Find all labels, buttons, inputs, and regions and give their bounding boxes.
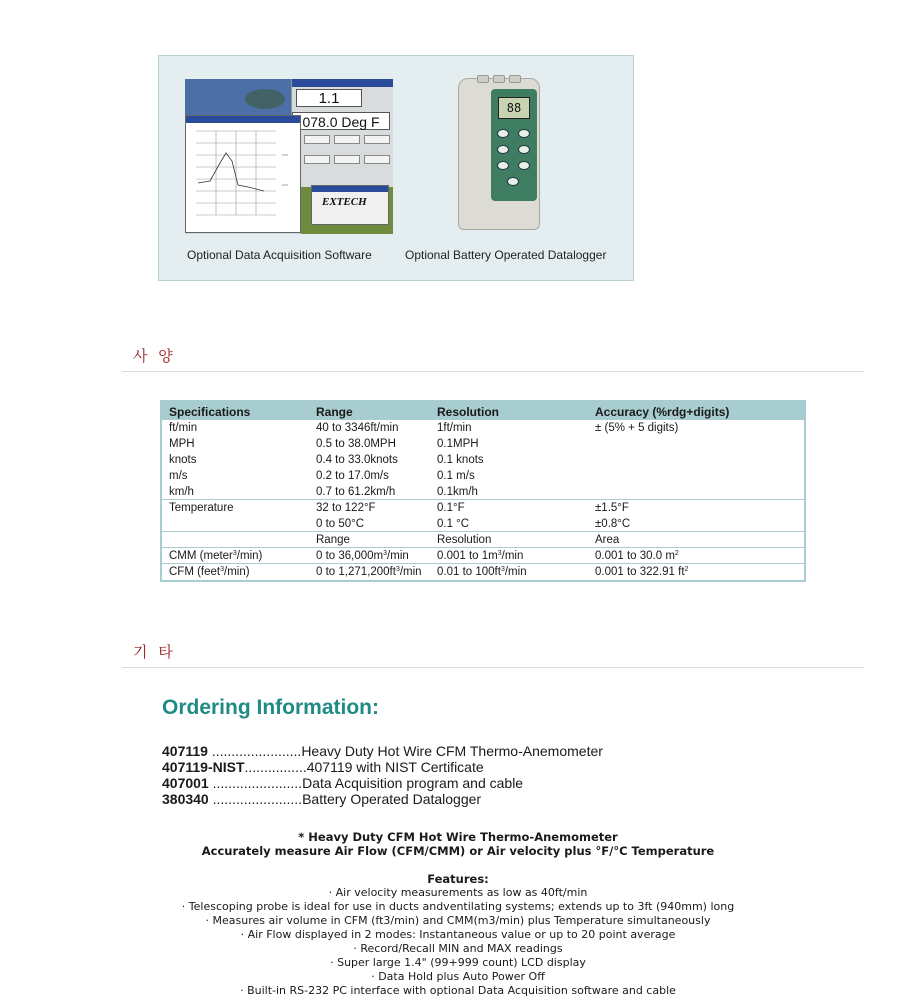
order-desc: Data Acquisition program and cable — [302, 775, 524, 791]
subheader-resolution: Resolution — [437, 534, 492, 546]
order-desc: 407119 with NIST Certificate — [306, 759, 484, 775]
cell-resolution: 0.1 m/s — [437, 470, 475, 482]
product-title: * Heavy Duty CFM Hot Wire Thermo-Anemometer — [298, 830, 618, 844]
map-thumbnail — [185, 79, 291, 115]
cell-spec: knots — [169, 454, 197, 466]
cell-range: 0 to $36,000m^3/\min$ — [316, 550, 409, 562]
cell-spec: m/s — [169, 470, 188, 482]
subheader-area: Area — [595, 534, 620, 546]
feature-item: · Measures air volume in CFM (ft3/min) and CMM(m3/min) plus Temperature simultaneously — [205, 914, 711, 927]
cell-resolution: 0.1 °C — [437, 518, 470, 530]
order-dots: ....................... — [207, 743, 302, 759]
cell-accuracy: ±1.5°F — [595, 502, 629, 514]
order-item — [162, 791, 481, 807]
cell-spec: CMM (meter$^3$/min) — [169, 550, 263, 562]
cell-range: 32 to 122°F — [316, 502, 376, 514]
extech-logo: EXTECH — [322, 196, 367, 208]
order-desc: Battery Operated Datalogger — [302, 791, 482, 807]
cell-range: 0.5 to 38.0MPH — [316, 438, 396, 450]
cell-range: 0 to 50°C — [316, 518, 365, 530]
order-code: 407001 — [162, 775, 209, 791]
order-item — [162, 743, 603, 759]
software-screenshot-image — [185, 79, 393, 234]
order-item — [162, 759, 484, 775]
order-code: 407119 — [162, 743, 208, 759]
other-divider — [122, 667, 864, 668]
specs-divider — [122, 371, 864, 372]
software-about-dialog — [311, 185, 389, 225]
datalogger-image — [458, 78, 540, 230]
specs-heading: 사 양 — [133, 347, 176, 365]
cell-spec: CFM (feet$^3$/min) — [169, 566, 250, 578]
order-code: 380340 — [162, 791, 209, 807]
cell-range: 0.7 to 61.2km/h — [316, 486, 396, 498]
accessories-box — [158, 55, 634, 281]
feature-item: · Data Hold plus Auto Power Off — [371, 970, 545, 983]
order-dots: ................ — [244, 759, 307, 775]
software-lcd-temp: 078.0 Deg F — [292, 112, 390, 130]
software-chart-graph — [186, 123, 300, 233]
ordering-title: Ordering Information: — [162, 696, 379, 719]
datalogger-faceplate — [491, 89, 537, 201]
software-chart-window — [185, 115, 301, 233]
feature-item: · Record/Recall MIN and MAX readings — [353, 942, 563, 955]
order-dots: ....................... — [208, 791, 303, 807]
cell-spec: ft/min — [169, 422, 198, 434]
feature-item: · Built-in RS-232 PC interface with optional Data Acquisition software and cable — [240, 984, 676, 997]
cell-range: 0.4 to 33.0knots — [316, 454, 398, 466]
cell-area: 0.001 to 322.91 $ft^2$ — [595, 566, 689, 578]
cell-spec: Temperature — [169, 502, 234, 514]
feature-item: · Air velocity measurements as low as 40ft/min — [328, 886, 588, 899]
feature-item: · Telescoping probe is ideal for use in ducts andventilating systems; extends up to 3ft (940mm) long — [181, 900, 735, 913]
datalogger-lcd: 88 — [498, 97, 530, 119]
col-header-specifications: Specifications — [169, 405, 251, 419]
cell-resolution: 0.1 knots — [437, 454, 484, 466]
col-header-resolution: Resolution — [437, 405, 499, 419]
cell-resolution: 0.01 to $100ft^3/\min$ — [437, 566, 527, 578]
other-heading: 기 타 — [133, 643, 176, 661]
cell-area: 0.001 to 30.0 $m^2$ — [595, 550, 679, 562]
feature-item: · Air Flow displayed in 2 modes: Instantaneous value or up to 20 point average — [240, 928, 676, 941]
feature-item: · Super large 1.4" (99+999 count) LCD display — [330, 956, 586, 969]
cell-spec: km/h — [169, 486, 194, 498]
table-divider — [162, 547, 804, 548]
cell-resolution: 0.1°F — [437, 502, 465, 514]
order-dots: ....................... — [208, 775, 303, 791]
spec-table — [160, 400, 806, 582]
order-code: 407119-NIST — [162, 759, 245, 775]
cell-spec: MPH — [169, 438, 195, 450]
order-item — [162, 775, 523, 791]
datalogger-caption: Optional Battery Operated Datalogger — [405, 248, 607, 262]
cell-resolution: 0.001 to $1m^3/\min$ — [437, 550, 524, 562]
cell-range: 0 to $1,271,200ft^3/\min$ — [316, 566, 422, 578]
cell-resolution: 0.1MPH — [437, 438, 479, 450]
table-divider — [162, 499, 804, 500]
subheader-range: Range — [316, 534, 350, 546]
cell-resolution: 0.1km/h — [437, 486, 478, 498]
cell-range: 40 to 3346ft/min — [316, 422, 399, 434]
software-readout-window — [291, 79, 393, 187]
col-header-range: Range — [316, 405, 353, 419]
software-lcd-top: 1.1 — [296, 89, 362, 107]
product-subtitle: Accurately measure Air Flow (CFM/CMM) or Air velocity plus °F/°C Temperature — [201, 844, 715, 858]
col-header-accuracy: Accuracy (%rdg+digits) — [595, 405, 730, 419]
table-divider — [162, 531, 804, 532]
cell-resolution: 1ft/min — [437, 422, 472, 434]
table-divider — [162, 563, 804, 564]
cell-range: 0.2 to 17.0m/s — [316, 470, 389, 482]
cell-accuracy: ±0.8°C — [595, 518, 631, 530]
software-caption: Optional Data Acquisition Software — [187, 248, 372, 262]
order-desc: Heavy Duty Hot Wire CFM Thermo-Anemometer — [301, 743, 603, 759]
cell-accuracy: ± (5% + 5 digits) — [595, 422, 679, 434]
features-title: Features: — [427, 872, 489, 886]
